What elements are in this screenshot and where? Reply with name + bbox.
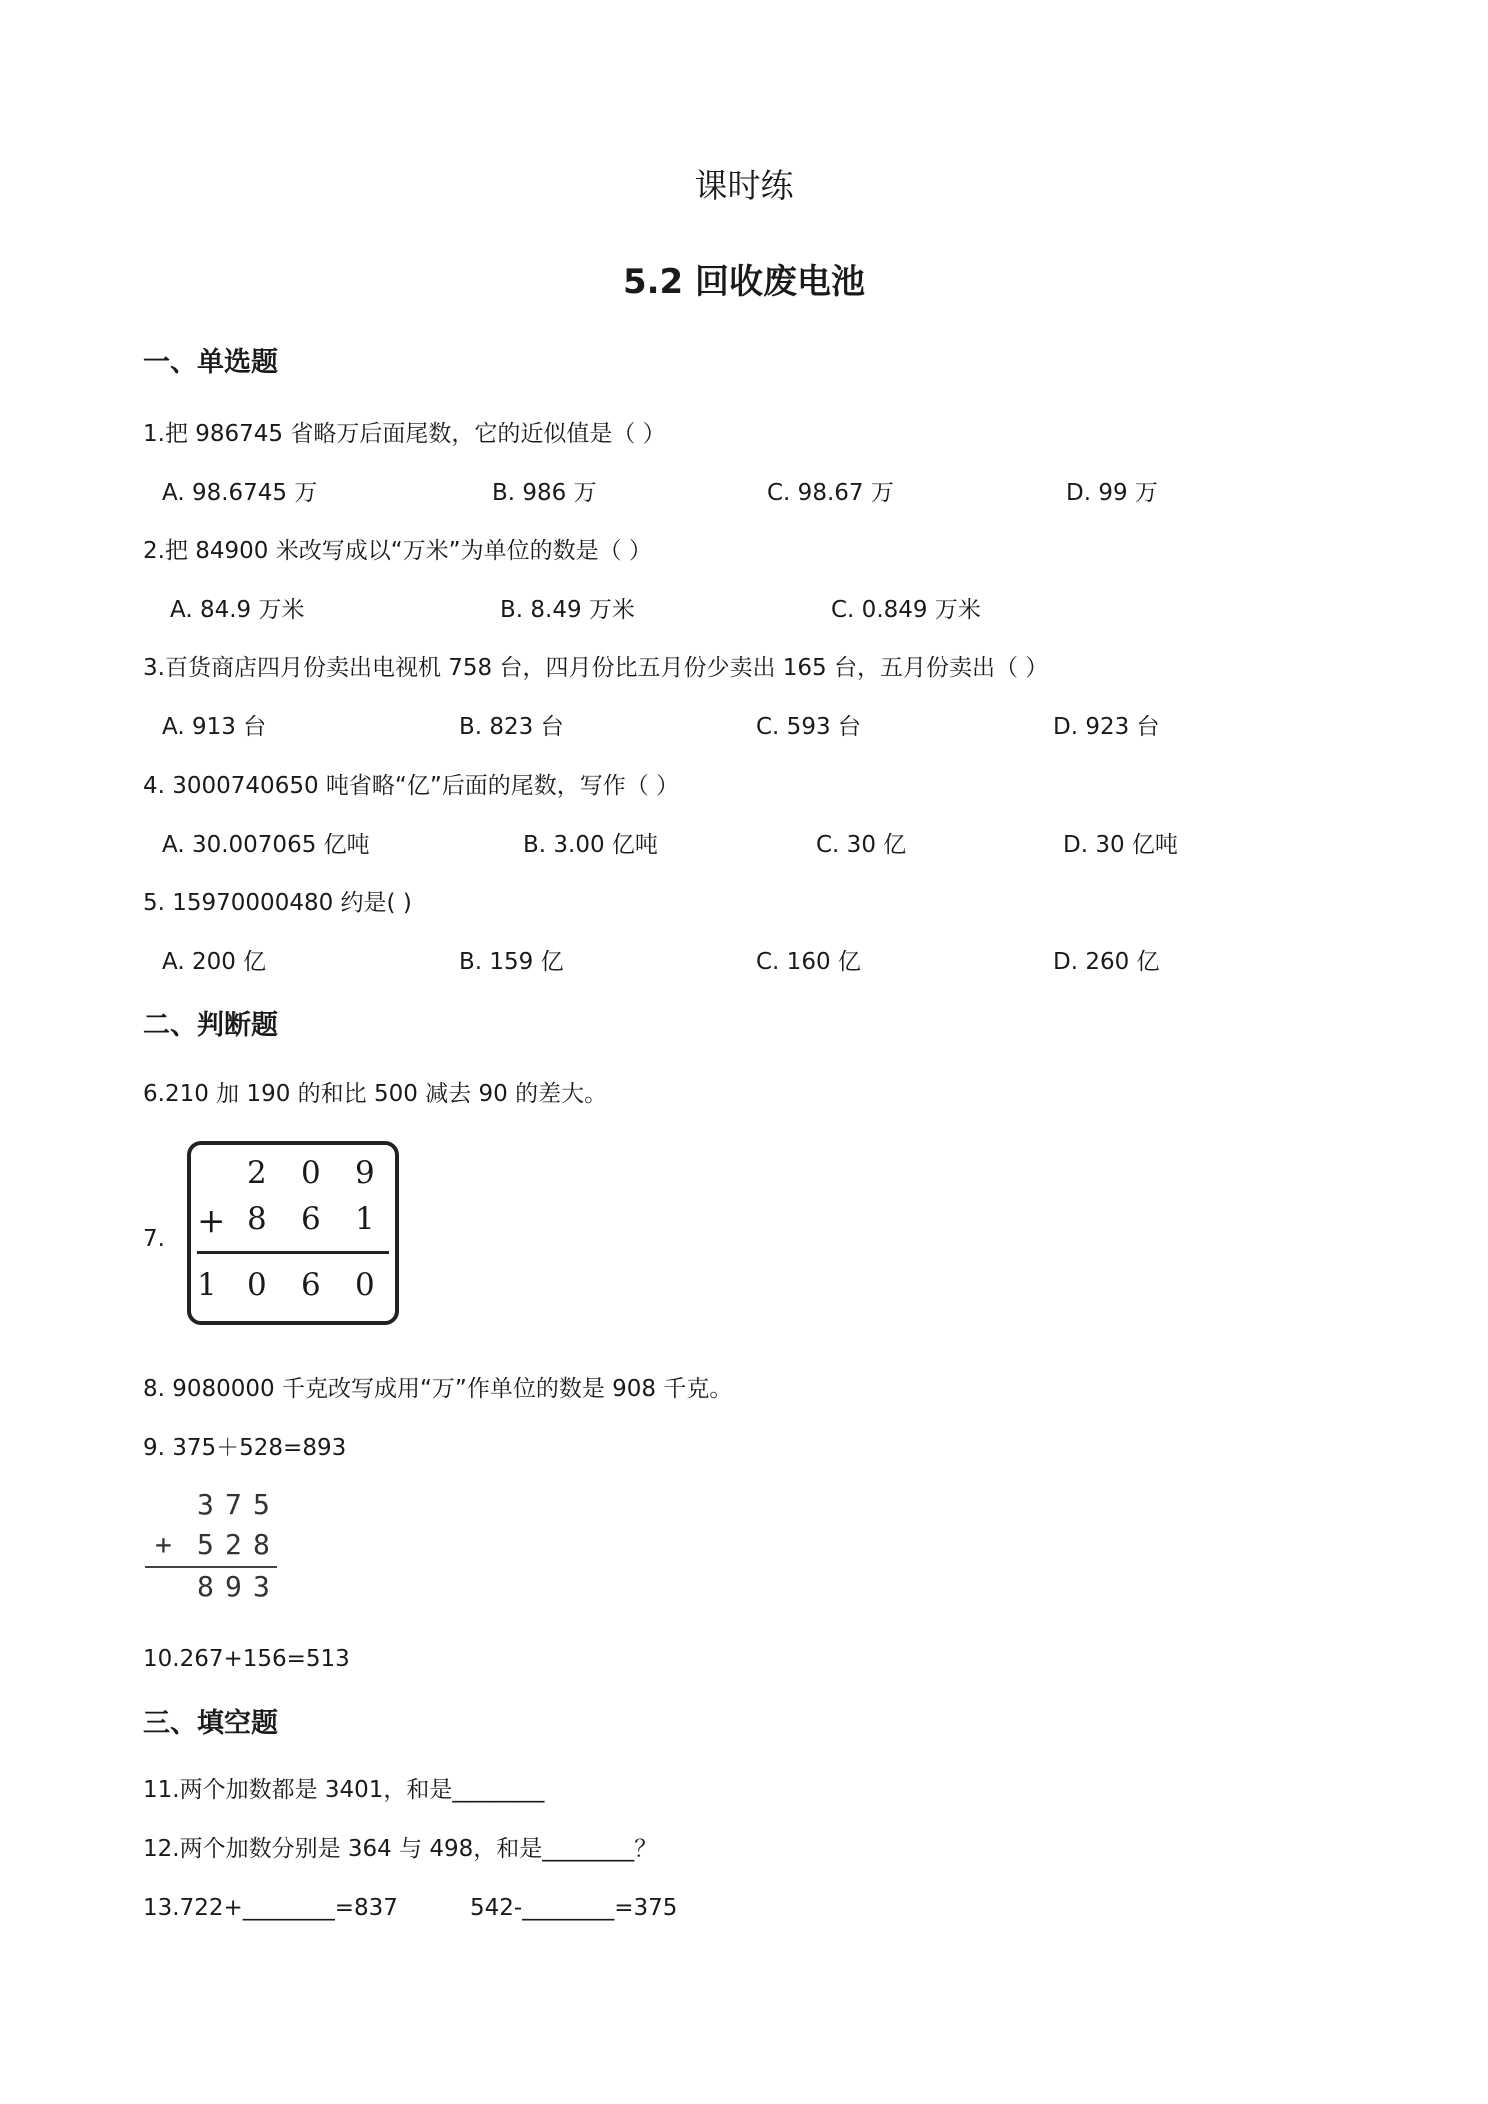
section-heading-single-choice: 一、单选题 [143, 347, 278, 378]
q9-digit: 9 [225, 1570, 242, 1603]
q7-digit: 0 [301, 1155, 321, 1191]
q9-plus-sign: + [155, 1528, 172, 1561]
q7-digit: 1 [355, 1201, 375, 1237]
q9-digit: 3 [253, 1570, 270, 1603]
q7-addition-figure [187, 1141, 399, 1325]
q7-digit: 9 [355, 1155, 375, 1191]
q9-digit: 2 [225, 1528, 242, 1561]
q1-option-a: A. 98.6745 万 [162, 480, 318, 506]
question-12: 12.两个加数分别是 364 与 498，和是________？ [143, 1836, 658, 1862]
q3-option-a: A. 913 台 [162, 714, 267, 740]
q5-option-a: A. 200 亿 [162, 949, 267, 975]
q5-option-d: D. 260 亿 [1053, 949, 1160, 975]
q7-plus-sign: + [197, 1201, 226, 1241]
q7-digit: 1 [197, 1267, 217, 1303]
q7-digit: 8 [247, 1201, 267, 1237]
q2-option-c: C. 0.849 万米 [831, 597, 981, 623]
q1-option-b: B. 986 万 [492, 480, 597, 506]
q9-digit: 3 [197, 1488, 214, 1521]
q9-digit: 7 [225, 1488, 242, 1521]
question-7-label: 7. [143, 1226, 165, 1252]
worksheet-title: 5.2 回收废电池 [622, 262, 866, 302]
q7-sum-line [197, 1251, 389, 1254]
section-heading-fill-blank: 三、填空题 [143, 1708, 278, 1739]
q3-option-c: C. 593 台 [756, 714, 861, 740]
q3-option-d: D. 923 台 [1053, 714, 1160, 740]
worksheet-subtitle: 课时练 [694, 166, 794, 205]
question-2: 2.把 84900 米改写成以“万米”为单位的数是（ ） [143, 538, 652, 564]
q9-digit: 5 [197, 1528, 214, 1561]
question-9: 9. 375＋528=893 [143, 1435, 347, 1461]
q9-digit: 5 [253, 1488, 270, 1521]
question-3: 3.百货商店四月份卖出电视机 758 台，四月份比五月份少卖出 165 台，五月份卖出（ ） [143, 655, 1049, 681]
question-10: 10.267+156=513 [143, 1646, 350, 1672]
q2-option-a: A. 84.9 万米 [170, 597, 305, 623]
q4-option-a: A. 30.007065 亿吨 [162, 832, 370, 858]
q5-option-c: C. 160 亿 [756, 949, 861, 975]
question-13-part-1: 13.722+________=837 [143, 1895, 398, 1921]
question-1: 1.把 986745 省略万后面尾数，它的近似值是（ ） [143, 421, 666, 447]
q9-sum-line [145, 1566, 277, 1568]
question-11: 11.两个加数都是 3401，和是________ [143, 1777, 545, 1803]
q4-option-b: B. 3.00 亿吨 [523, 832, 658, 858]
question-6: 6.210 加 190 的和比 500 减去 90 的差大。 [143, 1081, 608, 1107]
question-4: 4. 3000740650 吨省略“亿”后面的尾数，写作（ ） [143, 773, 680, 799]
q7-digit: 2 [247, 1155, 267, 1191]
q5-option-b: B. 159 亿 [459, 949, 564, 975]
question-13-part-2: 542-________=375 [470, 1895, 678, 1921]
q9-addition-figure [145, 1488, 280, 1608]
q4-option-d: D. 30 亿吨 [1063, 832, 1178, 858]
q7-digit: 6 [301, 1267, 321, 1303]
question-5: 5. 15970000480 约是( ) [143, 890, 412, 916]
q1-option-d: D. 99 万 [1066, 480, 1158, 506]
q3-option-b: B. 823 台 [459, 714, 564, 740]
section-heading-true-false: 二、判断题 [143, 1010, 278, 1041]
q7-digit: 0 [355, 1267, 375, 1303]
q2-option-b: B. 8.49 万米 [500, 597, 635, 623]
q7-digit: 0 [247, 1267, 267, 1303]
question-8: 8. 9080000 千克改写成用“万”作单位的数是 908 千克。 [143, 1376, 733, 1402]
q1-option-c: C. 98.67 万 [767, 480, 894, 506]
q7-digit: 6 [301, 1201, 321, 1237]
q9-digit: 8 [197, 1570, 214, 1603]
q9-digit: 8 [253, 1528, 270, 1561]
q4-option-c: C. 30 亿 [816, 832, 907, 858]
